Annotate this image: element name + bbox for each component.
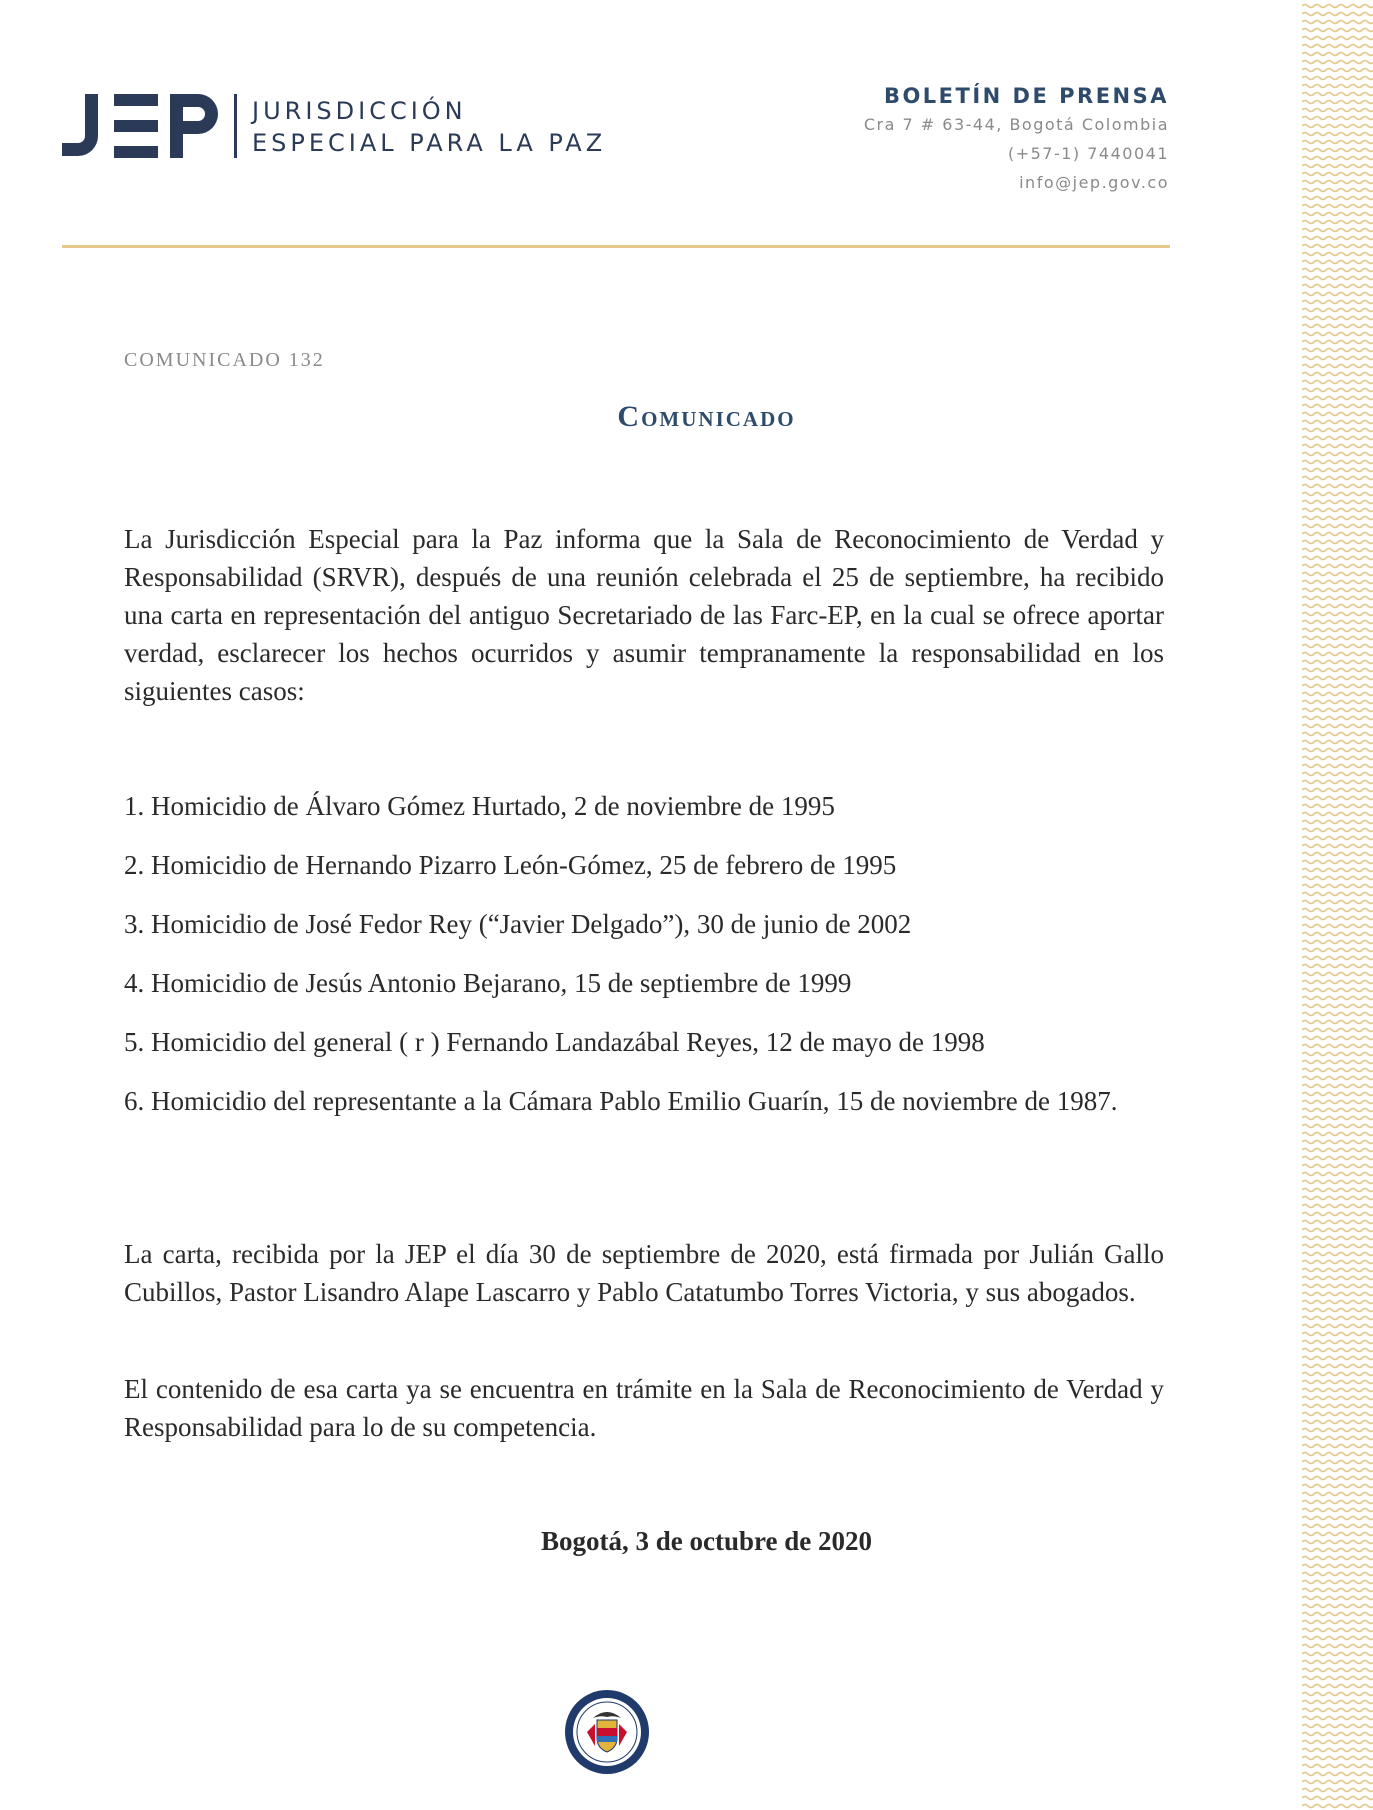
wavy-line (1302, 1421, 1373, 1424)
wavy-line (1302, 501, 1373, 504)
wavy-line (1302, 693, 1373, 696)
wavy-line (1302, 1445, 1373, 1448)
wavy-line (1302, 269, 1373, 272)
wavy-line (1302, 189, 1373, 192)
wavy-line (1302, 37, 1373, 40)
wavy-line (1302, 101, 1373, 104)
wavy-line (1302, 877, 1373, 880)
logo-line-1: JURISDICCIÓN (252, 97, 467, 125)
wavy-line (1302, 669, 1373, 672)
logo-wordmark (252, 95, 606, 159)
wavy-line (1302, 493, 1373, 496)
wavy-line (1302, 1333, 1373, 1336)
wavy-line (1302, 949, 1373, 952)
wavy-line (1302, 1053, 1373, 1056)
wavy-line (1302, 1637, 1373, 1640)
wavy-line (1302, 1197, 1373, 1200)
wavy-line (1302, 445, 1373, 448)
wavy-line (1302, 549, 1373, 552)
wavy-line (1302, 69, 1373, 72)
wavy-line (1302, 861, 1373, 864)
wavy-line (1302, 597, 1373, 600)
wavy-line (1302, 1653, 1373, 1656)
wavy-line (1302, 1581, 1373, 1584)
wavy-line (1302, 1493, 1373, 1496)
wavy-line (1302, 477, 1373, 480)
wavy-line (1302, 541, 1373, 544)
wavy-line (1302, 1573, 1373, 1576)
wavy-line (1302, 333, 1373, 336)
wavy-line (1302, 573, 1373, 576)
wavy-line (1302, 125, 1373, 128)
wavy-line (1302, 45, 1373, 48)
wavy-line (1302, 77, 1373, 80)
wavy-line (1302, 85, 1373, 88)
press-email: info@jep.gov.co (1019, 173, 1169, 192)
wavy-line (1302, 93, 1373, 96)
wavy-line (1302, 1317, 1373, 1320)
wavy-line (1302, 1261, 1373, 1264)
wavy-line (1302, 165, 1373, 168)
wavy-line (1302, 1509, 1373, 1512)
wavy-line (1302, 1037, 1373, 1040)
wavy-line (1302, 365, 1373, 368)
wavy-line (1302, 469, 1373, 472)
wavy-line (1302, 197, 1373, 200)
list-item: 3. Homicidio de José Fedor Rey (“Javier Delgado”), 30 de junio de 2002 (124, 909, 912, 939)
wavy-line (1302, 21, 1373, 24)
wavy-line (1302, 613, 1373, 616)
wavy-line (1302, 589, 1373, 592)
wavy-line (1302, 1085, 1373, 1088)
wavy-line (1302, 845, 1373, 848)
wavy-line (1302, 261, 1373, 264)
wavy-line (1302, 1757, 1373, 1760)
wavy-line (1302, 581, 1373, 584)
wavy-line (1302, 245, 1373, 248)
wavy-line (1302, 237, 1373, 240)
wavy-line (1302, 213, 1373, 216)
wavy-line (1302, 1629, 1373, 1632)
wavy-line (1302, 565, 1373, 568)
wavy-line (1302, 789, 1373, 792)
wavy-line (1302, 1429, 1373, 1432)
wavy-line (1302, 317, 1373, 320)
wavy-line (1302, 733, 1373, 736)
wavy-line (1302, 749, 1373, 752)
wavy-line (1302, 1013, 1373, 1016)
wavy-line (1302, 453, 1373, 456)
wavy-line (1302, 1109, 1373, 1112)
logo-separator (234, 94, 237, 158)
wavy-line (1302, 1741, 1373, 1744)
wavy-line (1302, 1213, 1373, 1216)
wavy-line (1302, 61, 1373, 64)
wavy-line (1302, 1749, 1373, 1752)
wavy-line (1302, 357, 1373, 360)
wavy-line (1302, 53, 1373, 56)
wavy-line (1302, 1797, 1373, 1800)
wavy-line (1302, 813, 1373, 816)
wavy-line (1302, 277, 1373, 280)
wavy-line (1302, 1221, 1373, 1224)
wavy-line (1302, 485, 1373, 488)
wavy-line (1302, 557, 1373, 560)
wavy-line (1302, 1789, 1373, 1792)
wavy-line (1302, 677, 1373, 680)
wavy-line (1302, 725, 1373, 728)
wavy-line (1302, 133, 1373, 136)
wavy-line (1302, 653, 1373, 656)
colombia-seal-icon (563, 1688, 651, 1776)
wavy-line (1302, 1349, 1373, 1352)
wavy-line (1302, 1181, 1373, 1184)
list-item: 6. Homicidio del representante a la Cámara Pablo Emilio Guarín, 15 de noviembre de 1987. (124, 1086, 1118, 1116)
wavy-line (1302, 1045, 1373, 1048)
wavy-line (1302, 1189, 1373, 1192)
logo-line-2: ESPECIAL PARA LA PAZ (252, 129, 607, 157)
wavy-line (1302, 997, 1373, 1000)
wavy-line (1302, 341, 1373, 344)
release-code: COMUNICADO 132 (124, 349, 325, 371)
wavy-line (1302, 1021, 1373, 1024)
wavy-line (1302, 533, 1373, 536)
wavy-line (1302, 1605, 1373, 1608)
status-paragraph: El contenido de esa carta ya se encuentra en trámite en la Sala de Reconocimiento de Verdad y Responsabilidad para lo de su competencia. (124, 1374, 1164, 1442)
wavy-line (1302, 973, 1373, 976)
wavy-line (1302, 885, 1373, 888)
wavy-line (1302, 1381, 1373, 1384)
wavy-line (1302, 917, 1373, 920)
letter-paragraph: La carta, recibida por la JEP el día 30 de septiembre de 2020, está firmada por Julián Gallo Cubillos, Pastor Lisandro Alape Lascarro y Pablo Catatumbo Torres Victoria, y sus abogados. (124, 1239, 1164, 1307)
wavy-line (1302, 637, 1373, 640)
wavy-line (1302, 173, 1373, 176)
wavy-line (1302, 661, 1373, 664)
wavy-line (1302, 717, 1373, 720)
wavy-line (1302, 1477, 1373, 1480)
wavy-line (1302, 1517, 1373, 1520)
wavy-line (1302, 1117, 1373, 1120)
wavy-line (1302, 1269, 1373, 1272)
wavy-line (1302, 1157, 1373, 1160)
wavy-line (1302, 525, 1373, 528)
wavy-line (1302, 1325, 1373, 1328)
wavy-line (1302, 1453, 1373, 1456)
wavy-line (1302, 645, 1373, 648)
date-signature: Bogotá, 3 de octubre de 2020 (541, 1526, 872, 1556)
list-item: 5. Homicidio del general ( r ) Fernando Landazábal Reyes, 12 de mayo de 1998 (124, 1027, 985, 1057)
wavy-line (1302, 701, 1373, 704)
wavy-line (1302, 1733, 1373, 1736)
wavy-line (1302, 1613, 1373, 1616)
wavy-line (1302, 229, 1373, 232)
wavy-line (1302, 1565, 1373, 1568)
wavy-line (1302, 141, 1373, 144)
wavy-line (1302, 517, 1373, 520)
wavy-line (1302, 829, 1373, 832)
wavy-line (1302, 437, 1373, 440)
wavy-line (1302, 893, 1373, 896)
wavy-line (1302, 1077, 1373, 1080)
wavy-line (1302, 1701, 1373, 1704)
wavy-line (1302, 1061, 1373, 1064)
wavy-line (1302, 1485, 1373, 1488)
wavy-line (1302, 1437, 1373, 1440)
wavy-line (1302, 1237, 1373, 1240)
wavy-line (1302, 1461, 1373, 1464)
wavy-line (1302, 1373, 1373, 1376)
wavy-line (1302, 965, 1373, 968)
press-phone: (+57-1) 7440041 (1007, 144, 1169, 163)
wavy-line (1302, 1389, 1373, 1392)
wavy-line (1302, 221, 1373, 224)
wavy-line (1302, 1293, 1373, 1296)
wavy-line (1302, 709, 1373, 712)
wavy-line (1302, 981, 1373, 984)
wavy-line (1302, 1005, 1373, 1008)
list-item: 1. Homicidio de Álvaro Gómez Hurtado, 2 de noviembre de 1995 (124, 791, 835, 821)
wavy-line (1302, 821, 1373, 824)
list-item: 2. Homicidio de Hernando Pizarro León-Gómez, 25 de febrero de 1995 (124, 850, 897, 880)
wavy-line (1302, 741, 1373, 744)
cases-list (124, 787, 1164, 1141)
wavy-line (1302, 837, 1373, 840)
wavy-line (1302, 1661, 1373, 1664)
header-divider (62, 245, 1170, 248)
wavy-line (1302, 373, 1373, 376)
seal-ring-text: REPÚBLICA DE COLOMBIA (563, 1688, 576, 1689)
wavy-line (1302, 757, 1373, 760)
wavy-line (1302, 1133, 1373, 1136)
wavy-line (1302, 989, 1373, 992)
wavy-line (1302, 349, 1373, 352)
wavy-line (1302, 13, 1373, 16)
wavy-line (1302, 1589, 1373, 1592)
wavy-line (1302, 181, 1373, 184)
wavy-line (1302, 1501, 1373, 1504)
wavy-line (1302, 621, 1373, 624)
wavy-line (1302, 1029, 1373, 1032)
wavy-line (1302, 461, 1373, 464)
wavy-line (1302, 1621, 1373, 1624)
wavy-line (1302, 853, 1373, 856)
wavy-line (1302, 1309, 1373, 1312)
wavy-line (1302, 5, 1373, 8)
wavy-line (1302, 293, 1373, 296)
jep-logo-mark (62, 92, 220, 160)
list-item: 4. Homicidio de Jesús Antonio Bejarano, 15 de septiembre de 1999 (124, 968, 852, 998)
wavy-line (1302, 1141, 1373, 1144)
wavy-line (1302, 1669, 1373, 1672)
wavy-line (1302, 1357, 1373, 1360)
wavy-line (1302, 509, 1373, 512)
wavy-line (1302, 773, 1373, 776)
wavy-line (1302, 29, 1373, 32)
wavy-line (1302, 1685, 1373, 1688)
wavy-line (1302, 1365, 1373, 1368)
wavy-line (1302, 941, 1373, 944)
wavy-line (1302, 1301, 1373, 1304)
jep-logo (62, 92, 607, 162)
wavy-line (1302, 1341, 1373, 1344)
intro-paragraph: La Jurisdicción Especial para la Paz informa que la Sala de Reconocimiento de Verdad y Responsabilidad (SRVR), después de una reunión celebrada el 25 de septiembre, ha recibido una carta en representación del antiguo Secretariado de las Farc-EP, en la cual se ofrece aportar verdad, esclarecer los hechos ocurridos y asumir tempranamente la responsabilidad en los siguientes casos: (124, 524, 1164, 706)
wavy-line (1302, 389, 1373, 392)
wavy-line (1302, 301, 1373, 304)
wavy-line (1302, 117, 1373, 120)
wavy-line (1302, 1397, 1373, 1400)
wavy-line (1302, 157, 1373, 160)
wavy-line (1302, 1717, 1373, 1720)
wavy-line (1302, 1405, 1373, 1408)
wavy-line (1302, 1773, 1373, 1776)
wavy-line (1302, 1253, 1373, 1256)
wavy-line (1302, 1229, 1373, 1232)
page-title: Comunicado (617, 400, 796, 433)
wavy-line (1302, 1645, 1373, 1648)
wavy-line (1302, 685, 1373, 688)
wavy-line (1302, 1069, 1373, 1072)
wavy-line (1302, 1093, 1373, 1096)
wavy-line (1302, 1285, 1373, 1288)
press-title: BOLETÍN DE PRENSA (883, 84, 1169, 108)
wavy-line (1302, 869, 1373, 872)
wavy-line (1302, 1205, 1373, 1208)
wavy-line (1302, 765, 1373, 768)
wavy-line (1302, 1125, 1373, 1128)
press-address: Cra 7 # 63-44, Bogotá Colombia (863, 115, 1169, 134)
logo-mark-text: JEP (62, 92, 64, 93)
wavy-line (1302, 909, 1373, 912)
wavy-line (1302, 381, 1373, 384)
wavy-line (1302, 1781, 1373, 1784)
wavy-line (1302, 325, 1373, 328)
wavy-line (1302, 253, 1373, 256)
wavy-line (1302, 933, 1373, 936)
wavy-line (1302, 605, 1373, 608)
wavy-line (1302, 805, 1373, 808)
wavy-line (1302, 1469, 1373, 1472)
wavy-line (1302, 629, 1373, 632)
wavy-line (1302, 285, 1373, 288)
wavy-line (1302, 1805, 1373, 1808)
wavy-line (1302, 149, 1373, 152)
wavy-line (1302, 1597, 1373, 1600)
wavy-line (1302, 1101, 1373, 1104)
wavy-line (1302, 901, 1373, 904)
wavy-line (1302, 1413, 1373, 1416)
wavy-line (1302, 205, 1373, 208)
wavy-line (1302, 1709, 1373, 1712)
wavy-line (1302, 1725, 1373, 1728)
wavy-line (1302, 925, 1373, 928)
wavy-line (1302, 1165, 1373, 1168)
wavy-line (1302, 1693, 1373, 1696)
wavy-line (1302, 781, 1373, 784)
wavy-line (1302, 1677, 1373, 1680)
wavy-line (1302, 1173, 1373, 1176)
wavy-line (1302, 797, 1373, 800)
press-contact-block (864, 82, 1169, 197)
wavy-line (1302, 1277, 1373, 1280)
wavy-line (1302, 309, 1373, 312)
wavy-line (1302, 1765, 1373, 1768)
wavy-line (1302, 109, 1373, 112)
wavy-line (1302, 1245, 1373, 1248)
wavy-line (1302, 957, 1373, 960)
wavy-line (1302, 1149, 1373, 1152)
